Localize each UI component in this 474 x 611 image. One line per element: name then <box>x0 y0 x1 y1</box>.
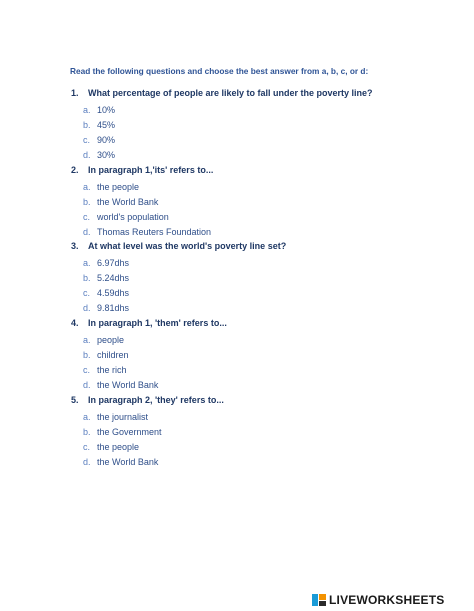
option-d[interactable] <box>71 457 461 472</box>
option-c[interactable] <box>71 365 461 380</box>
logo-block-blue <box>312 594 318 606</box>
question-number: 3. <box>71 241 79 251</box>
question-text: In paragraph 2, 'they' refers to... <box>88 395 224 405</box>
option-b[interactable] <box>71 350 461 365</box>
question-4 <box>71 318 461 395</box>
option-text: 10% <box>97 105 116 115</box>
question-3 <box>71 241 461 318</box>
options-list <box>71 258 461 318</box>
option-letter: b. <box>83 273 91 283</box>
option-text: the Government <box>97 427 162 437</box>
option-text: the World Bank <box>97 457 159 467</box>
option-letter: c. <box>83 442 91 452</box>
question-header <box>71 318 461 332</box>
question-number: 5. <box>71 395 79 405</box>
option-letter: a. <box>83 335 91 345</box>
logo-block-dark <box>319 601 326 606</box>
option-text: 45% <box>97 120 116 130</box>
question-header <box>71 241 461 255</box>
question-text: In paragraph 1, 'them' refers to... <box>88 318 227 328</box>
option-c[interactable] <box>71 288 461 303</box>
option-letter: c. <box>83 135 91 145</box>
option-a[interactable] <box>71 258 461 273</box>
option-letter: b. <box>83 120 91 130</box>
option-d[interactable] <box>71 303 461 318</box>
options-list <box>71 105 461 165</box>
liveworksheets-logo-icon <box>312 594 326 606</box>
option-d[interactable] <box>71 380 461 395</box>
question-header <box>71 88 461 102</box>
option-c[interactable] <box>71 212 461 227</box>
option-text: 5.24dhs <box>97 273 130 283</box>
option-letter: c. <box>83 212 91 222</box>
brand-name: LIVEWORKSHEETS <box>329 593 445 607</box>
option-a[interactable] <box>71 335 461 350</box>
option-letter: a. <box>83 258 91 268</box>
liveworksheets-footer[interactable] <box>312 593 444 607</box>
option-b[interactable] <box>71 273 461 288</box>
question-2 <box>71 165 461 242</box>
option-d[interactable] <box>71 150 461 165</box>
option-text: Thomas Reuters Foundation <box>97 227 212 237</box>
question-text: At what level was the world's poverty line set? <box>88 241 287 251</box>
instructions: Read the following questions and choose the best answer from a, b, c, or d: <box>70 66 369 76</box>
option-text: the people <box>97 442 140 452</box>
option-text: 6.97dhs <box>97 258 130 268</box>
option-text: the people <box>97 182 140 192</box>
options-list <box>71 335 461 395</box>
option-b[interactable] <box>71 427 461 442</box>
option-a[interactable] <box>71 412 461 427</box>
option-letter: b. <box>83 197 91 207</box>
option-text: the World Bank <box>97 380 159 390</box>
question-number: 1. <box>71 88 79 98</box>
option-letter: d. <box>83 150 91 160</box>
option-b[interactable] <box>71 197 461 212</box>
option-letter: b. <box>83 427 91 437</box>
option-text: world's population <box>97 212 169 222</box>
option-text: the journalist <box>97 412 149 422</box>
question-text: What percentage of people are likely to fall under the poverty line? <box>88 88 373 98</box>
question-text: In paragraph 1,'its' refers to... <box>88 165 214 175</box>
question-5 <box>71 395 461 472</box>
question-number: 4. <box>71 318 79 328</box>
option-b[interactable] <box>71 120 461 135</box>
option-letter: a. <box>83 182 91 192</box>
option-c[interactable] <box>71 135 461 150</box>
options-list <box>71 182 461 242</box>
option-text: 9.81dhs <box>97 303 130 313</box>
option-text: children <box>97 350 129 360</box>
option-a[interactable] <box>71 182 461 197</box>
option-text: the rich <box>97 365 127 375</box>
option-letter: b. <box>83 350 91 360</box>
option-text: 30% <box>97 150 116 160</box>
option-letter: a. <box>83 412 91 422</box>
options-list <box>71 412 461 472</box>
logo-block-orange <box>319 594 326 600</box>
option-d[interactable] <box>71 227 461 242</box>
option-text: 90% <box>97 135 116 145</box>
option-letter: d. <box>83 303 91 313</box>
option-letter: c. <box>83 365 91 375</box>
option-text: people <box>97 335 125 345</box>
question-number: 2. <box>71 165 79 175</box>
question-header <box>71 165 461 179</box>
option-letter: c. <box>83 288 91 298</box>
option-a[interactable] <box>71 105 461 120</box>
option-c[interactable] <box>71 442 461 457</box>
question-1 <box>71 88 461 165</box>
option-letter: d. <box>83 380 91 390</box>
option-letter: a. <box>83 105 91 115</box>
option-text: the World Bank <box>97 197 159 207</box>
question-header <box>71 395 461 409</box>
option-text: 4.59dhs <box>97 288 130 298</box>
option-letter: d. <box>83 457 91 467</box>
option-letter: d. <box>83 227 91 237</box>
